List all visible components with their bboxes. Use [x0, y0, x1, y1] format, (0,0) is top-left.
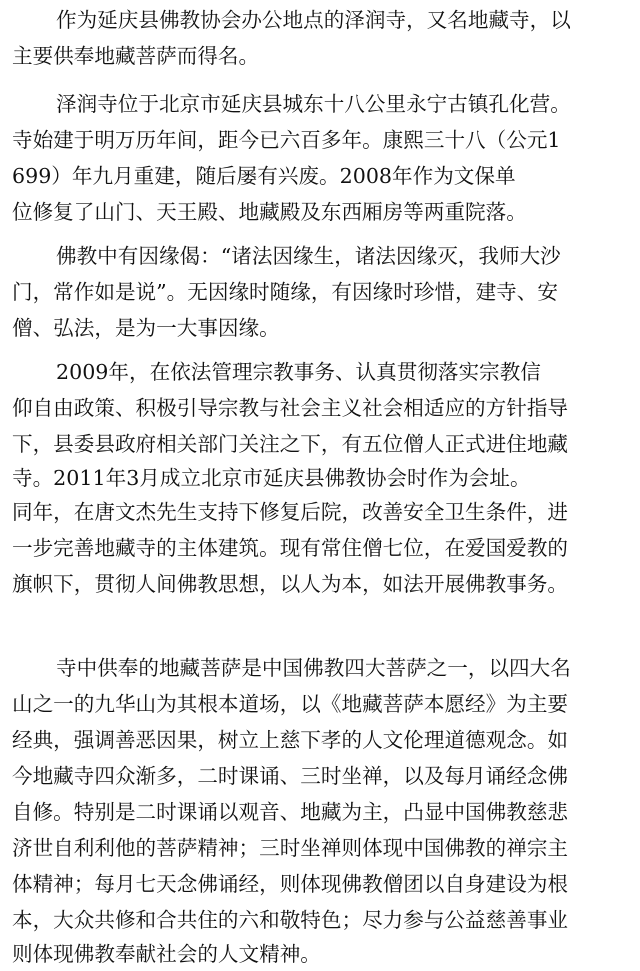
paragraph-4-line-2: 仰自由政策、积极引导宗教与社会主义社会相适应的方针指导 [12, 396, 569, 420]
paragraph-5-line-7: 体精神；每月七天念佛诵经，则体现佛教僧团以自身建设为根 [12, 872, 569, 896]
paragraph-5-line-4: 今地藏寺四众渐多，二时课诵、三时坐禅，以及每月诵经念佛 [12, 764, 569, 788]
paragraph-1-line-2: 主要供奉地藏菩萨而得名。 [12, 44, 260, 68]
paragraph-4-line-6: 一步完善地藏寺的主体建筑。现有常住僧七位，在爱国爱教的 [12, 536, 569, 560]
paragraph-4-line-1: 2009年，在依法管理宗教事务、认真贯彻落实宗教信 [56, 360, 541, 384]
paragraph-2-line-1: 泽润寺位于北京市延庆县城东十八公里永宁古镇孔化营。 [56, 92, 571, 116]
paragraph-5-line-2: 山之一的九华山为其根本道场，以《地藏菩萨本愿经》为主要 [12, 692, 569, 716]
paragraph-2-line-4: 位修复了山门、天王殿、地藏殿及东西厢房等两重院落。 [12, 200, 527, 224]
paragraph-4-line-4: 寺。2011年3月成立北京市延庆县佛教协会时作为会址。 [12, 466, 531, 490]
paragraph-2-line-3: 699）年九月重建，随后屡有兴废。2008年作为文保单 [12, 164, 516, 188]
paragraph-4-line-5: 同年，在唐文杰先生支持下修复后院，改善安全卫生条件，进 [12, 500, 569, 524]
paragraph-5-line-1: 寺中供奉的地藏菩萨是中国佛教四大菩萨之一，以四大名 [56, 656, 571, 680]
paragraph-5-line-9: 则体现佛教奉献社会的人文精神。 [12, 942, 321, 966]
paragraph-3-line-2: 门，常作如是说”。无因缘时随缘，有因缘时珍惜，建寺、安 [12, 280, 558, 304]
paragraph-4-line-7: 旗帜下，贯彻人间佛教思想，以人为本，如法开展佛教事务。 [12, 572, 569, 596]
paragraph-1-line-1: 作为延庆县佛教协会办公地点的泽润寺，又名地藏寺，以 [56, 8, 571, 32]
paragraph-5-line-8: 本，大众共修和合共住的六和敬特色；尽力参与公益慈善事业 [12, 908, 569, 932]
paragraph-3-line-3: 僧、弘法，是为一大事因缘。 [12, 316, 280, 340]
paragraph-4-line-3: 下，县委县政府相关部门关注之下，有五位僧人正式进住地藏 [12, 432, 569, 456]
paragraph-2-line-2: 寺始建于明万历年间，距今已六百多年。康熙三十八（公元1 [12, 128, 561, 152]
paragraph-5-line-3: 经典，强调善恶因果，树立上慈下孝的人文伦理道德观念。如 [12, 728, 569, 752]
paragraph-5-line-5: 自修。特别是二时课诵以观音、地藏为主，凸显中国佛教慈悲 [12, 800, 569, 824]
paragraph-5-line-6: 济世自利利他的菩萨精神；三时坐禅则体现中国佛教的禅宗主 [12, 836, 569, 860]
paragraph-3-line-1: 佛教中有因缘偈：“诸法因缘生，诸法因缘灭，我师大沙 [56, 244, 561, 268]
